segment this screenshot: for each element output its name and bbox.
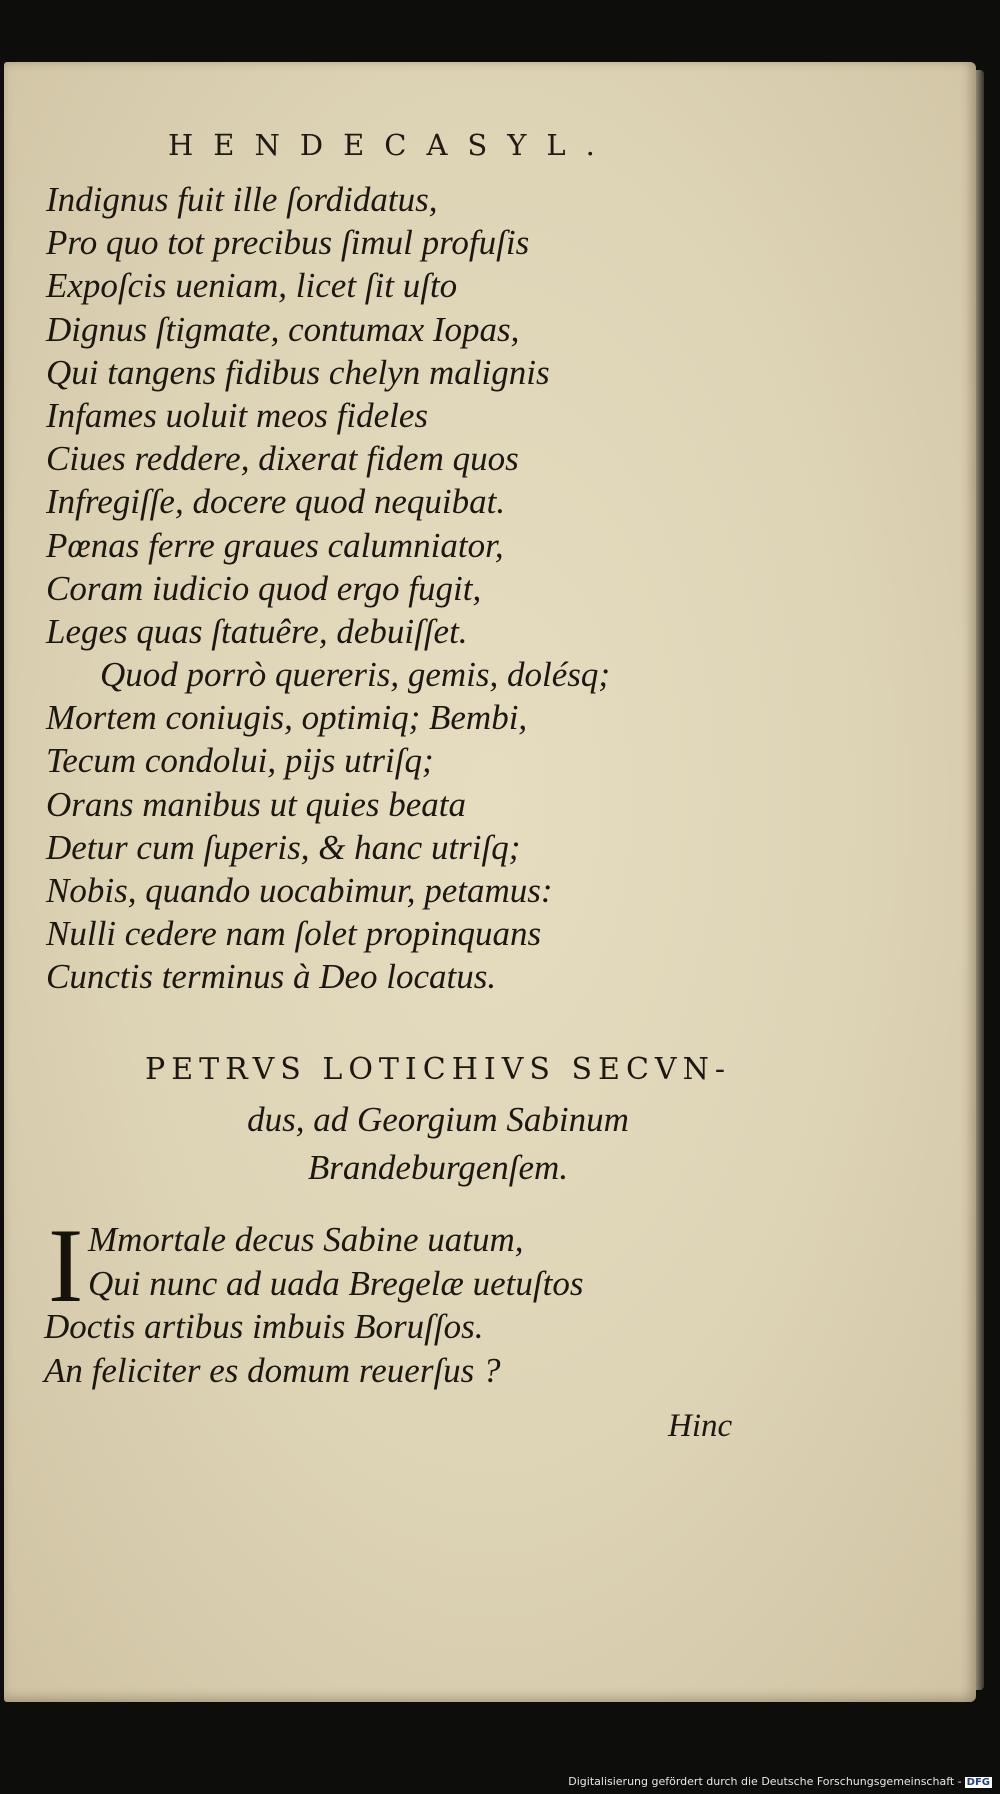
poem-block [44, 1207, 584, 1392]
digitization-credit [568, 1775, 992, 1788]
poem-line: Mmortale decus Sabine uatum, [88, 1220, 524, 1259]
verse-line: Coram iudicio quod ergo fugit, [46, 568, 482, 608]
verse-line: Expoſcis ueniam, licet ſit uſto [46, 266, 458, 306]
poem-line: An feliciter es domum reuerſus ? [44, 1350, 501, 1390]
verse-line: Pro quo tot precibus ſimul profuſis [46, 223, 530, 263]
verse-line: Nulli cedere nam ſolet propinquans [46, 914, 542, 954]
verse-line: Detur cum ſuperis, & hanc utriſq; [46, 827, 521, 867]
drop-cap: I [48, 1207, 84, 1324]
verse-line: Dignus ſtigmate, contumax Iopas, [46, 309, 520, 349]
verse-line: Indignus fuit ille ſordidatus, [46, 180, 438, 219]
verse-line: Infregiſſe, docere quod nequibat. [46, 482, 506, 522]
verse-line: Mortem coniugis, optimiq; Bembi, [46, 698, 528, 738]
poem-heading [0, 1052, 876, 1196]
verse-line: Quod porrò quereris, gemis, dolésq; [100, 655, 611, 695]
poem-line: Qui nunc ad uada Bregelæ uetuſtos [88, 1263, 584, 1303]
poem-line: Doctis artibus imbuis Boruſſos. [44, 1307, 484, 1346]
verse-line: Nobis, quando uocabimur, petamus: [46, 871, 553, 910]
heading-line-1: PETRVS LOTICHIVS SECVN- [145, 1052, 731, 1087]
verse-line: Cunctis terminus à Deo locatus. [46, 957, 497, 997]
verse-line: Pœnas ferre graues calumniator, [46, 525, 504, 565]
verse-line: Ciues reddere, dixerat fidem quos [46, 439, 519, 479]
dfg-logo: DFG [966, 1777, 990, 1788]
verse-line: Qui tangens fidibus chelyn malignis [46, 352, 550, 392]
heading-line-2: dus, ad Georgium Sabinum [247, 1100, 629, 1139]
catchword: Hinc [668, 1408, 733, 1444]
credit-text: Digitalisierung gefördert durch die Deutsche Forschungsgemeinschaft - [568, 1775, 962, 1788]
running-head: HENDECASYL. [168, 128, 615, 162]
heading-line-3: Brandeburgenſem. [307, 1148, 569, 1187]
verse-line: Leges quas ſtatuêre, debuiſſet. [46, 611, 468, 651]
verse-line: Tecum condolui, pijs utriſq; [46, 741, 434, 781]
verse-line: Infames uoluit meos fideles [46, 395, 429, 435]
verse-block [46, 178, 610, 999]
page-edge [976, 70, 984, 1690]
verse-line: Orans manibus ut quies beata [46, 784, 466, 824]
